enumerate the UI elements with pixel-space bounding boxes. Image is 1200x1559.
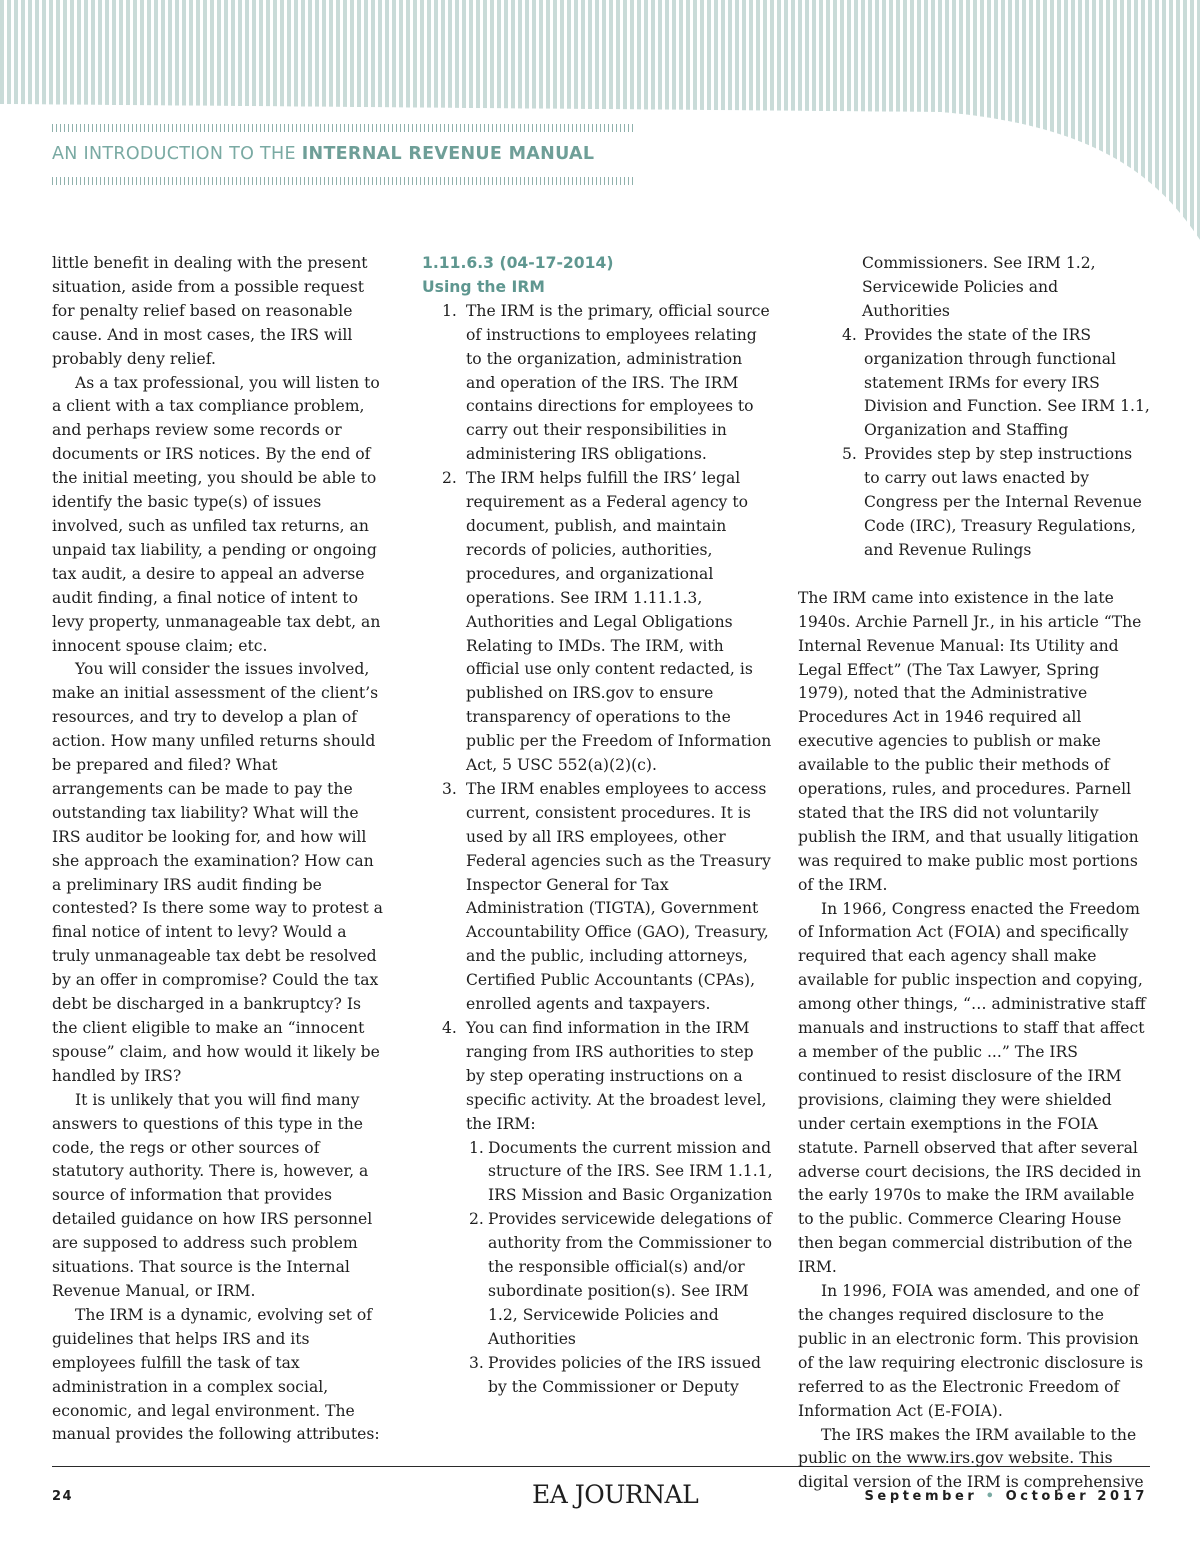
list-item: 2. The IRM helps fulfill the IRS’ legal requirement as a Federal agency to document, publish, and maintain records of policies, authorities, procedures, and organizational operations. See IRM 1.11.1.3, Authorities and Legal Obligations Relating to IMDs. The IRM, with official use only content redacted, is published on IRS.gov to ensure transparency of operations to the public per the Freedom of Information Act, 5 USC 552(a)(2)(c). (442, 469, 772, 775)
list-item: 1. The IRM is the primary, official source of instructions to employees relating to the organization, administration and operation of the IRS. The IRM contains directions for employees to carry out their responsibilities in administering IRS obligations. (442, 301, 770, 464)
column-1 (52, 252, 387, 1447)
section-title: Using the IRM (422, 277, 545, 296)
ea-journal-logo: EA JOURNAL (532, 1480, 699, 1509)
paragraph: You will consider the issues involved, make an initial assessment of the client’s resources, and try to develop a plan of action. How many unfiled returns should be prepared and filed? What arrangements can be made to pay the outstanding tax liability? What will the IRS auditor be looking for, and how will she approach the examination? How can a preliminary IRS audit finding be contested? Is there some way to protest a final notice of intent to levy? Would a truly unmanageable tax debt be resolved by an offer in compromise? Could the tax debt be discharged in a bankruptcy? Is the client eligible to make an “innocent spouse” claim, and how would it likely be handled by IRS? (52, 660, 383, 1085)
sublist-item: 4. Provides the state of the IRS organization through functional statement IRMs for every IRS Division and Function. See IRM 1.1, Organization and Staffing (842, 325, 1150, 440)
list-item: 4. You can find information in the IRM ranging from IRS authorities to step by step operating instructions on a specific activity. At the broadest level, the IRM: 1. Documents the current mission and structure of the IRS. See IRM 1.1.1, IRS Mission and Basic Organization 2. Provides servicewide delegations of authority from the Commissioner to the responsible official(s) and/or subordinate position(s). See IRM 1.2, Servicewide Policies and Authorities 3. Provides policies of the IRS issued by the Commissioner or Deputy (422, 1017, 776, 1400)
paragraph: In 1966, Congress enacted the Freedom of Information Act (FOIA) and specifically required that each agency shall make available for public inspection and copying, among other things, “… administrative staff manuals and instructions to staff that affect a member of the public ...” The IRS continued to resist disclosure of the IRM provisions, claiming they were shielded under certain exemptions in the FOIA statute. Parnell observed that after several adverse court decisions, the IRS decided in the early 1970s to make the IRM available to the public. Commerce Clearing House then began commercial distribution of the IRM. (798, 899, 1146, 1277)
paragraph: The IRM is a dynamic, evolving set of guidelines that helps IRS and its employees fulfill the task of tax administration in a complex social, economic, and legal environment. The manual provides the following attributes: (52, 1305, 380, 1444)
paragraph: In 1996, FOIA was amended, and one of the changes required disclosure to the public in an electronic form. This provision of the law requiring electronic disclosure is referred to as the Electronic Freedom of Information Act (E-FOIA). (798, 1282, 1144, 1420)
column-2 (422, 252, 776, 1400)
column-3 (798, 252, 1150, 1495)
sublist-item: 2. Provides servicewide delegations of authority from the Commissioner to the responsible official(s) and/or subordinate position(s). See IRM 1.2, Servicewide Policies and Authorities (469, 1210, 772, 1348)
paragraph: The IRM came into existence in the late 1940s. Archie Parnell Jr., in his article “The Internal Revenue Manual: Its Utility and Legal Effect” (The Tax Lawyer, Spring 1979), noted that the Administrative Procedures Act in 1946 required all executive agencies to publish or make available to the public their methods of operations, rules, and procedures. Parnell stated that the IRS did not voluntarily publish the IRM, and that usually litigation was required to make public most portions of the IRM. (798, 588, 1142, 894)
header-rule-bottom (52, 177, 636, 185)
sublist-item: 5. Provides step by step instructions to carry out laws enacted by Congress per the Internal Revenue Code (IRC), Treasury Regulations, and Revenue Rulings (842, 445, 1142, 559)
paragraph: The IRS makes the IRM available to the public on the www.irs.gov website. This digital version of the IRM is comprehensive (798, 1425, 1144, 1492)
sublist-item: 1. Documents the current mission and structure of the IRS. See IRM 1.1.1, IRS Mission and Basic Organization (469, 1138, 773, 1205)
list-item: 3. The IRM enables employees to access current, consistent procedures. It is used by all IRS employees, other Federal agencies such as the Treasury Inspector General for Tax Administration (TIGTA), Government Accountability Office (GAO), Treasury, and the public, including attorneys, Certified Public Accountants (CPAs), enrolled agents and taxpayers. (442, 779, 771, 1014)
issue-date: September • October 2017 (864, 1489, 1148, 1504)
paragraph: It is unlikely that you will find many answers to questions of this type in the code, the regs or other sources of statutory authority. There is, however, a source of information that provides detailed guidance on how IRS personnel are supposed to address such problem situations. That source is the Internal Revenue Manual, or IRM. (52, 1090, 373, 1300)
irm-sublist (466, 1137, 776, 1400)
sublist-continuation: Commissioners. See IRM 1.2, Servicewide Policies and Authorities (862, 254, 1096, 320)
paragraph: little benefit in dealing with the present situation, aside from a possible request for penalty relief based on reasonable cause. And in most cases, the IRS will probably deny relief. (52, 254, 368, 368)
running-header-title: AN INTRODUCTION TO THE INTERNAL REVENUE MANUAL (52, 144, 595, 164)
footer-rule (52, 1466, 1150, 1467)
sublist-item: 3. Provides policies of the IRS issued by the Commissioner or Deputy (469, 1353, 761, 1396)
irm-uses-list (422, 300, 776, 1400)
section-number: 1.11.6.3 (04-17-2014) (422, 254, 614, 272)
irm-sublist-continued (798, 324, 1150, 563)
paragraph: As a tax professional, you will listen to a client with a tax compliance problem, and perhaps review some records or documents or IRS notices. By the end of the initial meeting, you should be able to identify the basic type(s) of issues involved, such as unfiled tax returns, an unpaid tax liability, a pending or ongoing tax audit, a desire to appeal an adverse audit finding, a final notice of intent to levy property, unmanageable tax debt, an innocent spouse claim; etc. (52, 373, 381, 655)
header-rule-top (52, 124, 636, 132)
page-number: 24 (52, 1489, 74, 1504)
